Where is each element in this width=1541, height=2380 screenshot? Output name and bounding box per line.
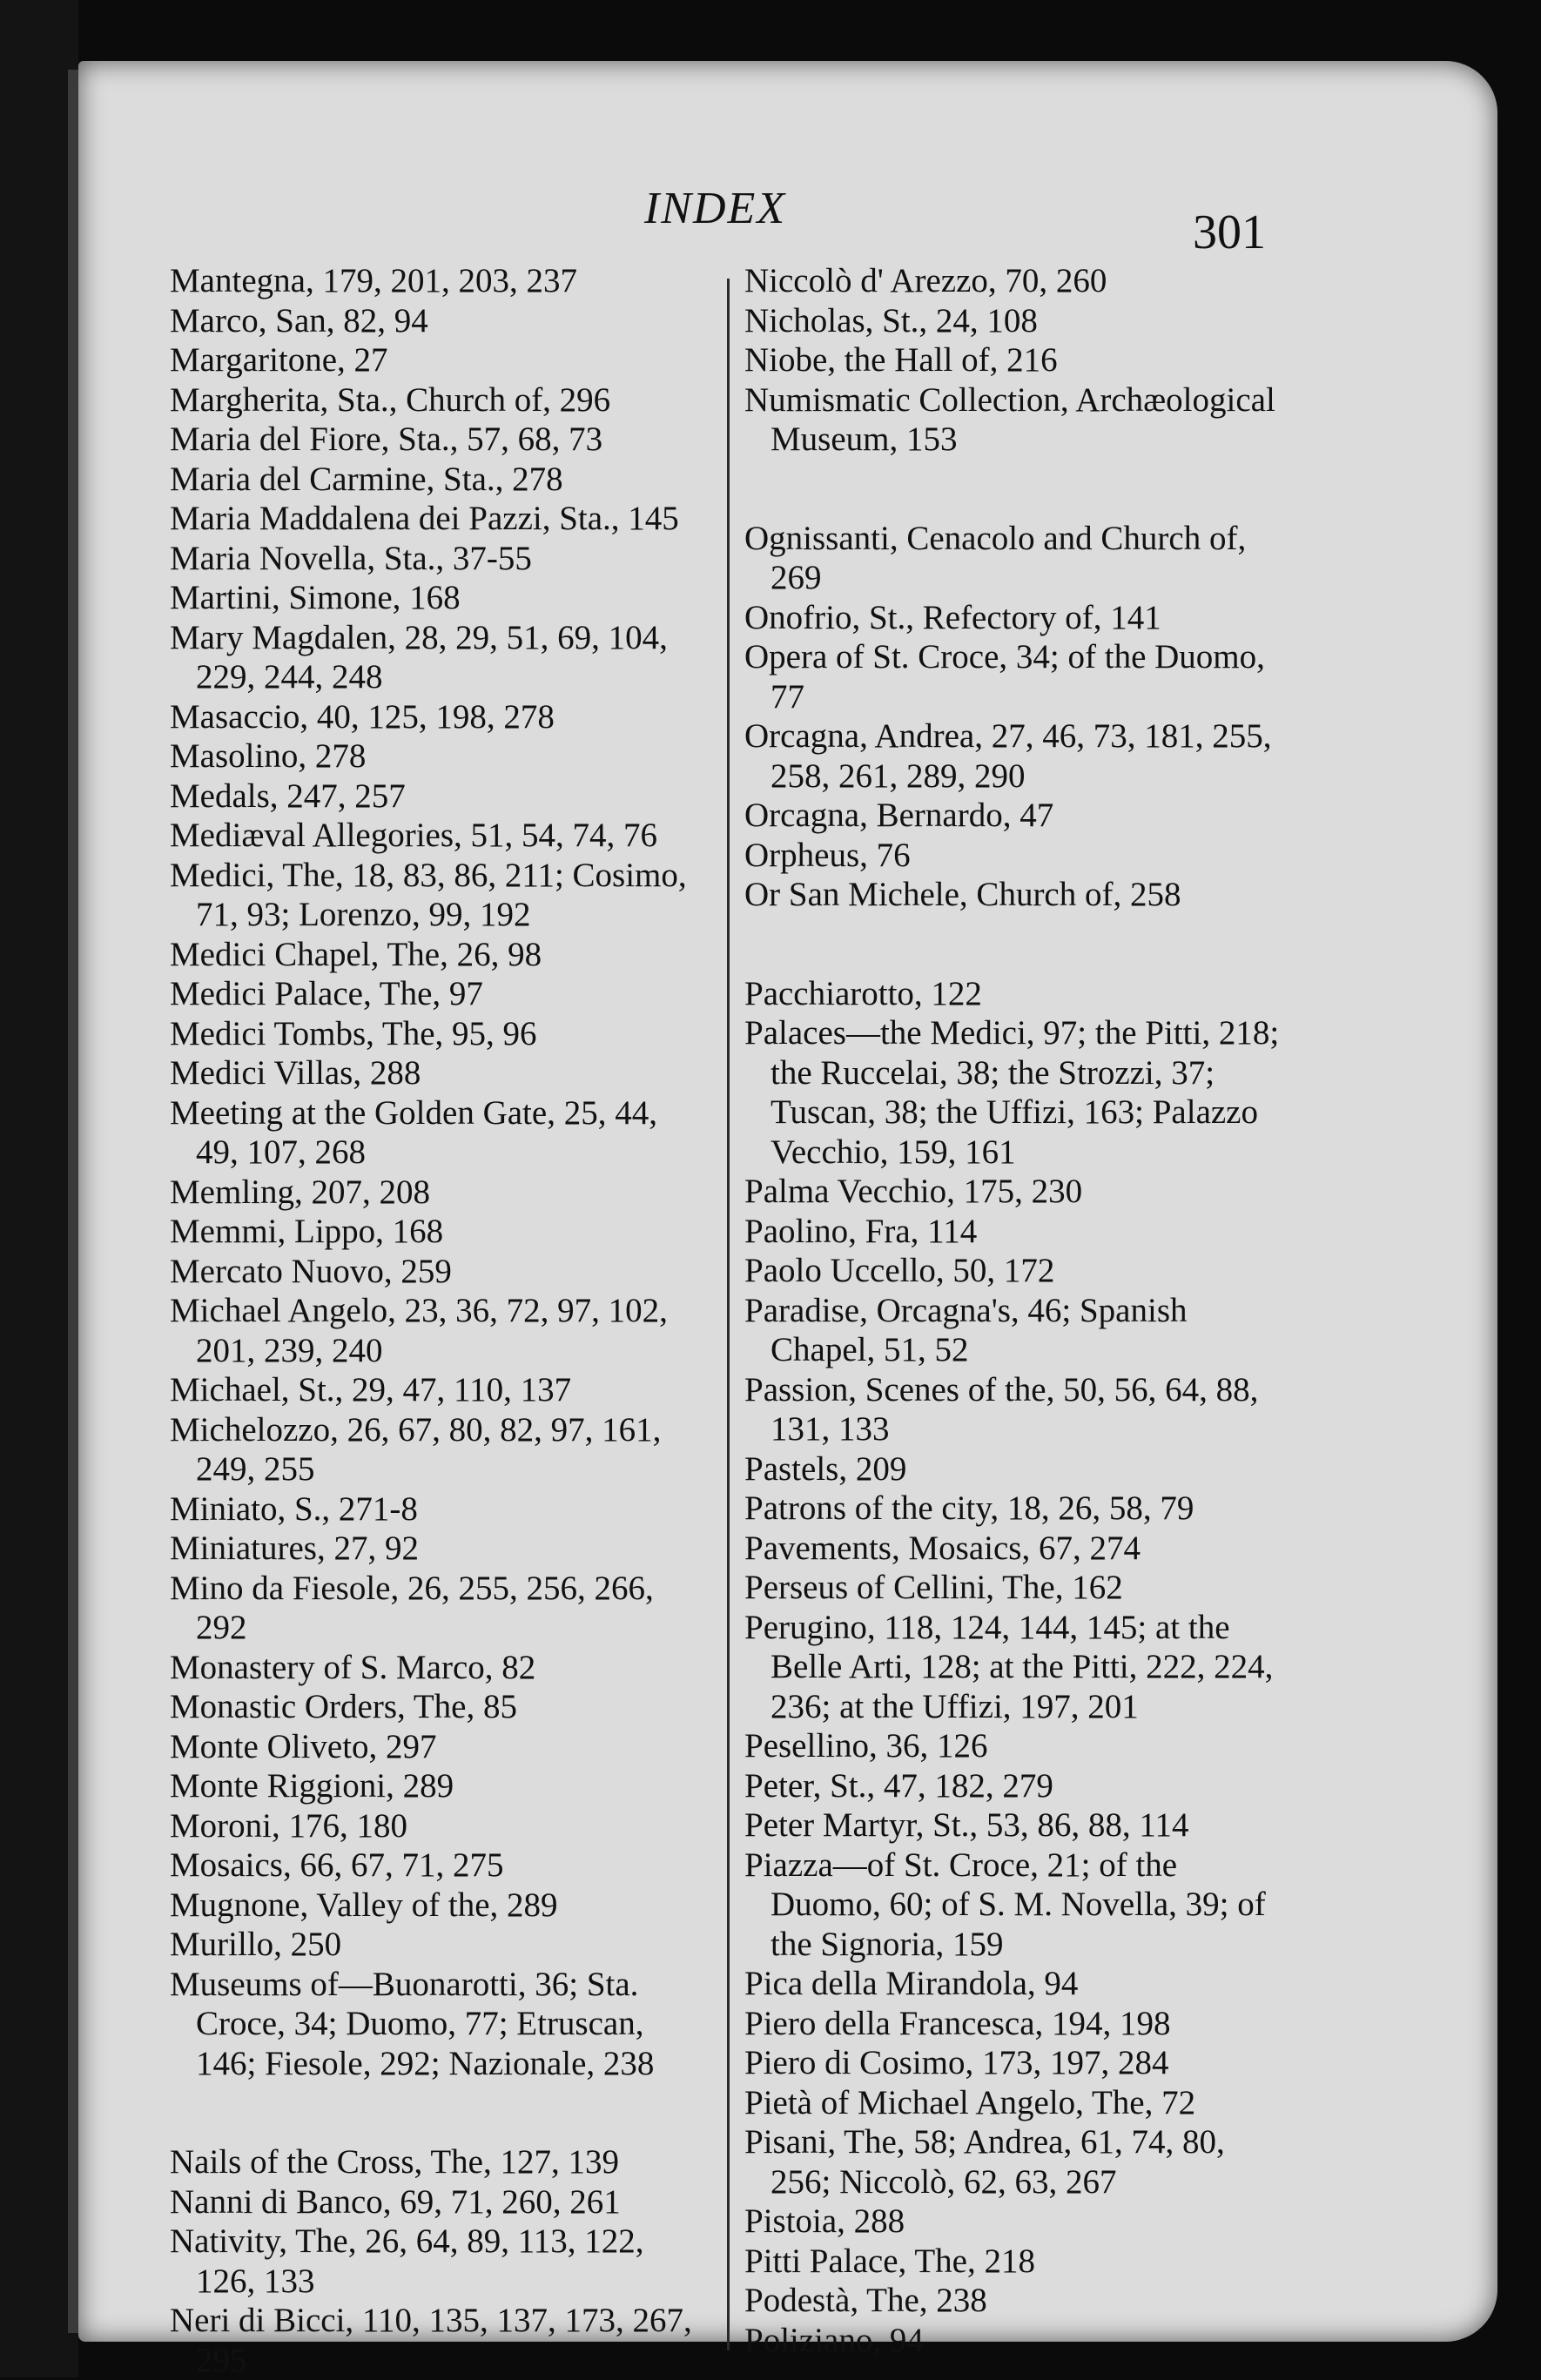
index-entry: Orcagna, Bernardo, 47 xyxy=(744,797,1054,834)
index-entry: Perugino, 118, 124, 144, 145; at the Belle Arti, 128; at the Pitti, 222, 224, 236; at the Uffizi, 197, 201 xyxy=(744,1608,1274,1725)
index-entry: Pacchiarotto, 122 xyxy=(744,974,982,1012)
index-entry: Margherita, Sta., Church of, 296 xyxy=(170,380,611,419)
index-entry: Nicholas, St., 24, 108 xyxy=(744,301,1038,340)
index-entry: Peter Martyr, St., 53, 86, 88, 114 xyxy=(744,1806,1189,1844)
book-spine xyxy=(0,0,78,2377)
index-entry: Medici, The, 18, 83, 86, 211; Cosimo, 71, 93; Lorenzo, 99, 192 xyxy=(170,856,687,933)
index-entry: Nativity, The, 26, 64, 89, 113, 122, 126, 133 xyxy=(170,2222,644,2300)
index-entry: Orpheus, 76 xyxy=(744,836,911,874)
index-entry: Pistoia, 288 xyxy=(744,2202,905,2240)
index-entry: Mosaics, 66, 67, 71, 275 xyxy=(170,1846,504,1884)
index-entry: Miniato, S., 271-8 xyxy=(170,1489,418,1528)
index-entry: Masolino, 278 xyxy=(170,737,367,775)
index-entry: Paolo Uccello, 50, 172 xyxy=(744,1252,1055,1289)
index-entry: Opera of St. Croce, 34; of the Duomo, 77 xyxy=(744,638,1265,716)
index-entry: Mary Magdalen, 28, 29, 51, 69, 104, 229, 244, 248 xyxy=(170,618,668,696)
index-entry: Orcagna, Andrea, 27, 46, 73, 181, 255, 258, 261, 289, 290 xyxy=(744,717,1272,795)
index-entry: Podestà, The, 238 xyxy=(744,2282,987,2319)
index-entry: Monte Oliveto, 297 xyxy=(170,1727,437,1765)
index-group-p xyxy=(744,974,1284,2361)
index-entry: Michael Angelo, 23, 36, 72, 97, 102, 201, 239, 240 xyxy=(170,1292,668,1369)
index-entry: Marco, San, 82, 94 xyxy=(170,301,428,340)
index-entry: Monastic Orders, The, 85 xyxy=(170,1688,517,1725)
index-entry: Medici Chapel, The, 26, 98 xyxy=(170,935,542,973)
index-entry: Pesellino, 36, 126 xyxy=(744,1727,988,1765)
index-entry: Palma Vecchio, 175, 230 xyxy=(744,1173,1083,1210)
index-entry: Medici Tombs, The, 95, 96 xyxy=(170,1014,537,1052)
column-divider xyxy=(727,279,730,2350)
index-entry: Ognissanti, Cenacolo and Church of, 269 xyxy=(744,519,1247,596)
index-entry: Martini, Simone, 168 xyxy=(170,579,461,616)
index-entry: Palaces—the Medici, 97; the Pitti, 218; the Ruccelai, 38; the Strozzi, 37; Tuscan, 38; the Uffizi, 163; Palazzo Vecchio, 159, 161 xyxy=(744,1014,1280,1171)
index-entry: Passion, Scenes of the, 50, 56, 64, 88, 131, 133 xyxy=(744,1370,1259,1448)
index-group-m xyxy=(170,261,701,2083)
index-group-n xyxy=(170,2142,701,2380)
index-entry: Pica della Mirandola, 94 xyxy=(744,1965,1079,2002)
index-entry: Medici Palace, The, 97 xyxy=(170,975,483,1012)
index-entry: Miniatures, 27, 92 xyxy=(170,1530,419,1567)
index-entry: Pastels, 209 xyxy=(744,1449,907,1488)
index-entry: Paradise, Orcagna's, 46; Spanish Chapel, 51, 52 xyxy=(744,1291,1188,1368)
index-entry: Poliziano, 94 xyxy=(744,2321,924,2359)
index-entry: Maria Maddalena dei Pazzi, Sta., 145 xyxy=(170,500,679,537)
index-entry: Patrons of the city, 18, 26, 58, 79 xyxy=(744,1489,1194,1527)
page-edge xyxy=(68,70,78,2333)
index-entry: Mantegna, 179, 201, 203, 237 xyxy=(170,262,577,299)
index-entry: Michael, St., 29, 47, 110, 137 xyxy=(170,1371,572,1409)
group-gap xyxy=(744,915,1284,974)
index-entry: Maria Novella, Sta., 37-55 xyxy=(170,539,532,577)
index-entry: Piero di Cosimo, 173, 197, 284 xyxy=(744,2044,1169,2081)
index-entry: Maria del Fiore, Sta., 57, 68, 73 xyxy=(170,420,603,458)
index-entry: Memmi, Lippo, 168 xyxy=(170,1213,444,1250)
index-entry: Meeting at the Golden Gate, 25, 44, 49, 107, 268 xyxy=(170,1093,657,1171)
index-entry: Pitti Palace, The, 218 xyxy=(744,2242,1035,2280)
index-entry: Moroni, 176, 180 xyxy=(170,1806,407,1845)
running-head: INDEX xyxy=(644,184,787,233)
index-entry: Nanni di Banco, 69, 71, 260, 261 xyxy=(170,2182,621,2221)
index-entry: Niobe, the Hall of, 216 xyxy=(744,341,1058,379)
index-entry: Maria del Carmine, Sta., 278 xyxy=(170,460,563,498)
index-entry: Or San Michele, Church of, 258 xyxy=(744,876,1181,913)
index-entry: Museums of—Buonarotti, 36; Sta. Croce, 34; Duomo, 77; Etruscan, 146; Fiesole, 292; Nazionale, 238 xyxy=(170,1965,655,2082)
index-entry: Pietà of Michael Angelo, The, 72 xyxy=(744,2083,1196,2121)
index-entry: Piero della Francesca, 194, 198 xyxy=(744,2004,1171,2042)
index-entry: Nails of the Cross, The, 127, 139 xyxy=(170,2143,619,2181)
index-entry: Medici Villas, 288 xyxy=(170,1054,421,1092)
index-entry: Niccolò d' Arezzo, 70, 260 xyxy=(744,262,1107,299)
index-entry: Mercato Nuovo, 259 xyxy=(170,1252,452,1290)
index-entry: Margaritone, 27 xyxy=(170,341,388,379)
index-entry: Michelozzo, 26, 67, 80, 82, 97, 161, 249, 255 xyxy=(170,1410,662,1488)
index-entry: Memling, 207, 208 xyxy=(170,1173,430,1211)
index-entry: Neri di Bicci, 110, 135, 137, 173, 267, 295 xyxy=(170,2302,692,2379)
index-entry: Monastery of S. Marco, 82 xyxy=(170,1648,536,1686)
index-entry: Perseus of Cellini, The, 162 xyxy=(744,1569,1123,1606)
index-entry: Numismatic Collection, Archæological Museum, 153 xyxy=(744,380,1275,458)
group-gap xyxy=(170,2083,701,2142)
group-gap xyxy=(744,460,1284,519)
index-entry: Piazza—of St. Croce, 21; of the Duomo, 60; of S. M. Novella, 39; of the Signoria, 159 xyxy=(744,1846,1266,1963)
index-entry: Mugnone, Valley of the, 289 xyxy=(170,1886,558,1924)
index-entry: Medals, 247, 257 xyxy=(170,777,406,815)
index-entry: Monte Riggioni, 289 xyxy=(170,1767,454,1805)
index-entry: Murillo, 250 xyxy=(170,1926,342,1963)
index-group-o xyxy=(744,519,1284,915)
index-entry: Mediæval Allegories, 51, 54, 74, 76 xyxy=(170,817,658,854)
index-entry: Masaccio, 40, 125, 198, 278 xyxy=(170,697,555,736)
index-entry: Paolino, Fra, 114 xyxy=(744,1212,978,1250)
index-column-left xyxy=(170,261,701,2380)
index-entry: Mino da Fiesole, 26, 255, 256, 266, 292 xyxy=(170,1569,654,1646)
index-entry: Pisani, The, 58; Andrea, 61, 74, 80, 256; Niccolò, 62, 63, 267 xyxy=(744,2123,1225,2201)
index-entry: Pavements, Mosaics, 67, 274 xyxy=(744,1529,1141,1567)
index-entry: Peter, St., 47, 182, 279 xyxy=(744,1766,1053,1805)
index-entry: Onofrio, St., Refectory of, 141 xyxy=(744,598,1161,636)
index-group-n xyxy=(744,261,1284,460)
page-number: 301 xyxy=(1193,205,1266,259)
index-column-right xyxy=(744,261,1284,2360)
